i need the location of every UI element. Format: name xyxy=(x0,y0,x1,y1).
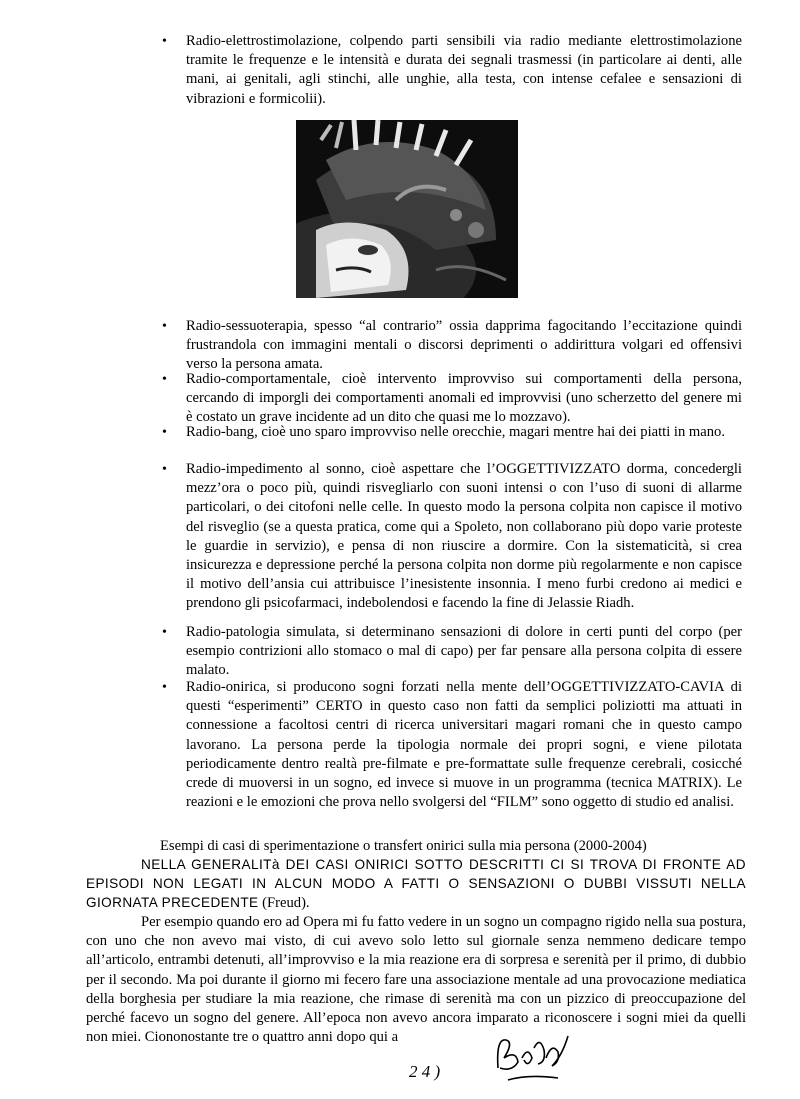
list-item: • Radio-elettrostimolazione, colpendo parti sensibili via radio mediante elettrostimolazione tramite le frequenze e le intensità e durata dei segnali trasmessi (in particolare ai denti, alle mani, ai genitali, agli stinchi, alle unghie, alla testa, con intense cefalee e sensazioni di vibrazioni e formicolii). xyxy=(186,32,742,109)
caps-suffix: (Freud). xyxy=(258,895,310,912)
page-number: 2 4 ) xyxy=(409,1062,441,1081)
caps-text: NELLA GENERALITà DEI CASI ONIRICI SOTTO DESCRITTI CI SI TROVA DI FRONTE AD EPISODI NON LEGATI IN ALCUN MODO A FATTI O SENSAZIONI O DUBBI VISSUTI NELLA GIORNATA PRECEDENTE xyxy=(86,857,746,911)
list-item: • Radio-comportamentale, cioè intervento improvviso sui comportamenti della persona, cercando di imporgli dei comportamenti anomali ed improvvisi (uno scherzetto del genere mi è costato un grave incidente ad un dito che quasi me lo mozzavo). xyxy=(186,370,742,428)
list-item: • Radio-onirica, si producono sogni forzati nella mente dell’OGGETTIVIZZATO-CAVIA di questi “esperimenti” CERTO in questo caso non fatti da semplici poliziotti ma attuati in connessione a facoltosi centri di ricerca universitari magari romani che in questo campo lavorano. La persona perde la tipologia normale dei propri sogni, e viene pilotata periodicamente dentro realtà pre-filmate e pre-formattate sulle frequenze cerebrali, cosicché crede di muoversi in un sogno, ed invece si muove in un programma (tecnica MATRIX). Le reazioni e le emozioni che prova nello svolgersi del “FILM” sono oggetto di studio ed analisi. xyxy=(186,678,742,812)
caps-paragraph xyxy=(86,855,746,914)
section-heading: Esempi di casi di sperimentazione o transfert onirici sulla mia persona (2000-2004) xyxy=(160,838,647,854)
list-item: • Radio-impedimento al sonno, cioè aspettare che l’OGGETTIVIZZATO dorma, concedergli mezz’ora o poco più, quindi risvegliarlo con suoni intensi o con l’uso di suoni di allarme particolari, o dei citofoni nelle celle. In questo modo la persona colpita non capisce il motivo del risveglio (se a questa pratica, come qui a Spoleto, non collaborano più dopo varie proteste le guardie in servizio), e pensa di non riuscire a dormire. Con la sistematicità, si crea insicurezza e depressione perché la persona colpita non dorme più regolarmente e non capisce il motivo dell’ansia cui attribuisce l’inesistente insonnia. I meno furbi credono ai medici e prendono gli psicofarmaci, indebolendosi e facendo la fine di Jelassie Riadh. xyxy=(186,460,742,614)
photo-image xyxy=(296,120,518,298)
signature-mark xyxy=(488,1028,578,1090)
list-item: • Radio-sessuoterapia, spesso “al contrario” ossia dapprima fagocitando l’eccitazione quindi frustrandola con immagini mentali o discorsi deprimenti o addirittura volgari ed offensivi verso la persona amata. xyxy=(186,317,742,375)
photo-figure xyxy=(296,120,518,298)
list-item: • Radio-patologia simulata, si determinano sensazioni di dolore in certi punti del corpo (per esempio contrizioni allo stomaco o mal di capo) per far pensare alla persona colpita di essere malato. xyxy=(186,623,742,681)
body-paragraph: Per esempio quando ero ad Opera mi fu fatto vedere in un sogno un compagno rigido nella sua postura, con uno che non avevo mai visto, di cui avevo solo letto sul giornale senza nemmeno dedicare tempo all’articolo, entrambi detenuti, all’improvviso e la mia reazione era di sorpresa e serenità per il primo, di dubbio per il secondo. Ma poi durante il giorno mi fecero fare una associazione mentale ad una provocazione mediatica della borghesia per studiare la mia reazione, che rimase di serenità ma con un pizzico di preoccupazione del perché facevo un sogno del genere. All’epoca non avevo ancora imparato a riconoscere i sogni miei da quelli non miei. Ciononostante tre o quattro anni dopo qui a xyxy=(86,914,746,1046)
list-item: • Radio-bang, cioè uno sparo improvviso nelle orecchie, magari mentre hai dei piatti in mano. xyxy=(186,423,742,442)
